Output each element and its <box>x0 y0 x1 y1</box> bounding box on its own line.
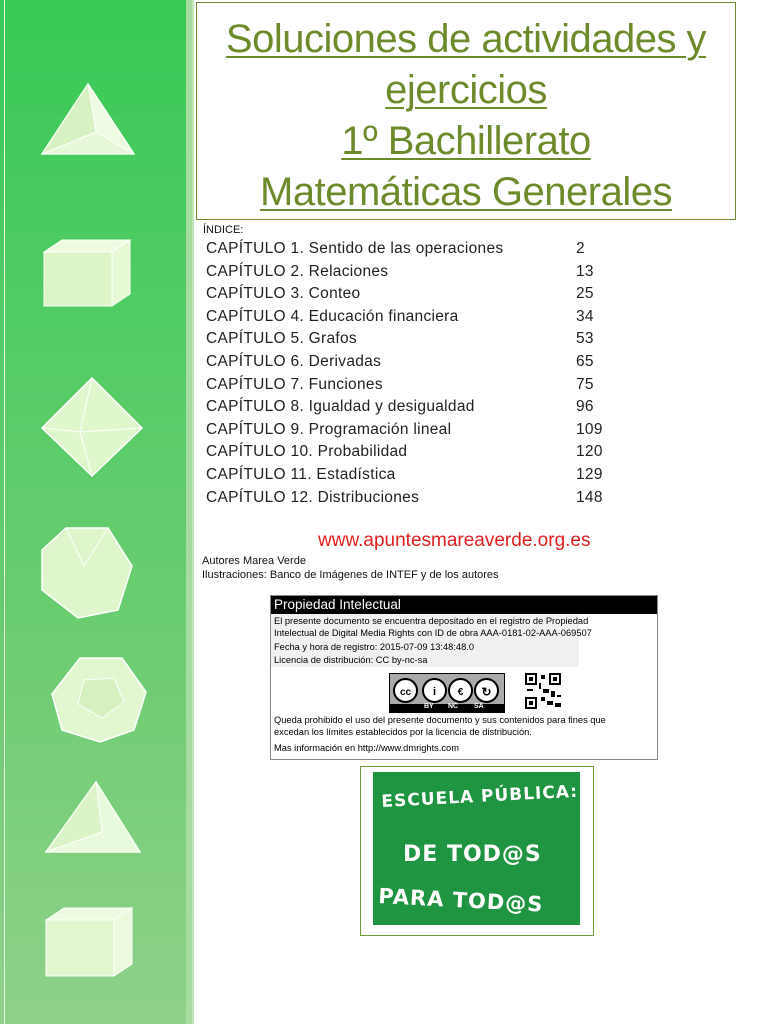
toc-row[interactable]: CAPÍTULO 1. Sentido de las operaciones 2 <box>206 240 585 257</box>
creative-commons-icon: cc i € ↻ BY NC SA <box>389 673 505 713</box>
escuela-publica-image <box>360 766 594 936</box>
index-heading: ÍNDICE: <box>203 224 244 236</box>
property-text: Queda prohibido el uso del presente documento y sus contenidos para fines que <box>274 715 606 725</box>
title-line: ejercicios <box>385 68 547 112</box>
board-text: ESCUELA PÚBLICA: <box>381 781 579 812</box>
authors-text: Autores Marea Verde <box>202 555 306 567</box>
tetrahedron-icon <box>44 780 142 856</box>
toc-row[interactable]: CAPÍTULO 6. Derivadas 65 <box>206 352 594 370</box>
table-of-contents <box>206 238 626 509</box>
property-text: Fecha y hora de registro: 2015-07-09 13:48:48.0 <box>274 642 475 652</box>
toc-row[interactable]: CAPÍTULO 12. Distribuciones 148 <box>206 488 603 506</box>
property-text: excedan los límites establecidos por la licencia de distribución. <box>274 727 532 737</box>
icosahedron-icon <box>38 526 134 620</box>
toc-row[interactable]: CAPÍTULO 11. Estadística 129 <box>206 465 603 483</box>
toc-row[interactable]: CAPÍTULO 10. Probabilidad 120 <box>206 443 603 461</box>
toc-row[interactable]: CAPÍTULO 2. Relaciones 13 <box>206 262 594 280</box>
property-text: Licencia de distribución: CC by-nc-sa <box>274 655 428 665</box>
title-line: 1º Bachillerato <box>341 119 591 163</box>
toc-row[interactable]: CAPÍTULO 8. Igualdad y desigualdad 96 <box>206 398 594 416</box>
chalkboard <box>373 772 580 925</box>
title-line: Matemáticas Generales <box>260 170 672 214</box>
website-link[interactable]: www.apuntesmareaverde.org.es <box>318 530 591 551</box>
toc-row[interactable]: CAPÍTULO 4. Educación financiera 34 <box>206 307 594 325</box>
cube-icon <box>42 238 132 308</box>
illustrations-credit: Ilustraciones: Banco de Imágenes de INTEF y de los autores <box>202 569 499 581</box>
side-decoration-band <box>0 0 194 1024</box>
board-text: PARA TOD@S <box>377 884 544 917</box>
dodecahedron-icon <box>50 656 148 744</box>
property-header: Propiedad Intelectual <box>271 596 657 614</box>
octahedron-icon <box>40 376 144 478</box>
property-text: El presente documento se encuentra depositado en el registro de Propiedad <box>274 616 589 626</box>
property-text: Intelectual de Digital Media Rights con ID de obra AAA-0181-02-AAA-069507 <box>274 628 592 638</box>
toc-row[interactable]: CAPÍTULO 7. Funciones 75 <box>206 375 594 393</box>
board-text: DE TOD@S <box>403 842 542 867</box>
qr-code-icon[interactable] <box>523 671 563 711</box>
intellectual-property-box <box>270 595 658 760</box>
title-box <box>196 2 736 220</box>
property-text: Mas información en http://www.dmrights.com <box>274 743 459 753</box>
tetrahedron-icon <box>40 82 136 156</box>
cube-icon <box>44 906 134 978</box>
toc-row[interactable]: CAPÍTULO 3. Conteo 25 <box>206 285 594 303</box>
title-line: Soluciones de actividades y <box>225 17 707 61</box>
toc-row[interactable]: CAPÍTULO 9. Programación lineal 109 <box>206 420 603 438</box>
toc-row[interactable]: CAPÍTULO 5. Grafos 53 <box>206 330 594 348</box>
